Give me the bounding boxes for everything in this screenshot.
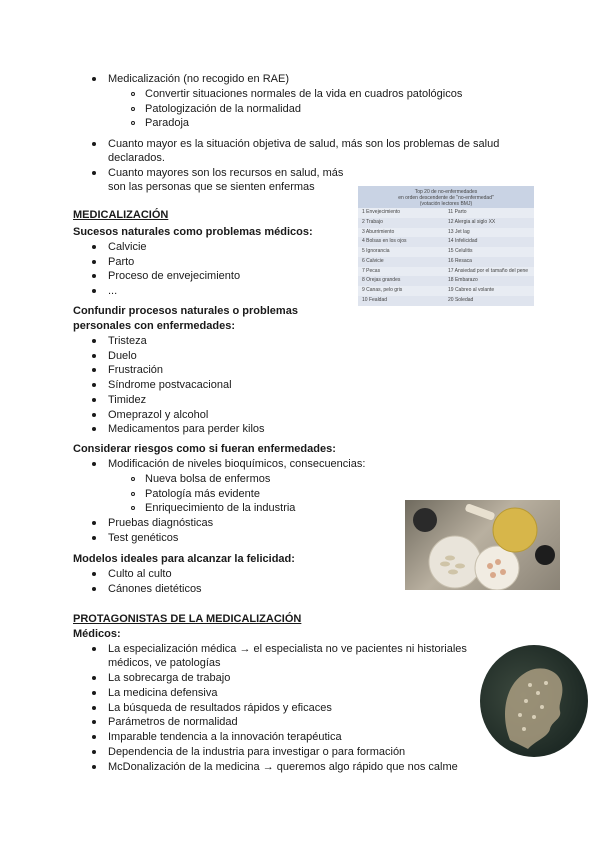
list-item: Imparable tendencia a la innovación terapéutica — [108, 731, 342, 744]
bullet — [92, 354, 96, 358]
table-cell: 1 Envejecimiento — [362, 209, 401, 215]
table-cell: 15 Celulitis — [448, 248, 473, 254]
table-cell: 14 Infelicidad — [448, 238, 478, 245]
bullet — [92, 77, 96, 81]
bullet — [92, 171, 96, 175]
table-row — [358, 237, 534, 247]
table-cell: 5 Ignorancia — [362, 248, 390, 254]
table-cell: 4 Bolsas en los ojos — [362, 238, 407, 245]
bullet — [92, 720, 96, 724]
pill-head-illustration — [480, 645, 588, 757]
list-item: Frustración — [108, 364, 164, 377]
table-title-l2: en orden descendente de "no-enfermedad" — [398, 195, 494, 201]
list-item: Timidez — [108, 393, 147, 406]
table-row — [358, 276, 534, 286]
table-cell: 3 Aburrimiento — [362, 228, 395, 235]
table-cell: 11 Parto — [448, 209, 467, 215]
riesgos-b3: Test genéticos — [108, 532, 179, 544]
table-cell: 17 Ansiedad por el tamaño del pene — [448, 267, 529, 274]
pills-photo — [405, 500, 560, 590]
bullet — [92, 398, 96, 402]
table-title-l1: Top 20 de no-enfermedades — [414, 189, 478, 195]
bullet — [92, 274, 96, 278]
table-cell: 7 Pecas — [362, 267, 381, 274]
intro-bullet3-l1: Cuanto mayores son los recursos en salud, más — [108, 167, 344, 179]
sub-bullet — [131, 477, 135, 481]
riesgos-b1: Modificación de niveles bioquímicos, consecuencias: — [108, 458, 366, 470]
list-item: Síndrome postvacacional — [108, 379, 232, 392]
bullet — [92, 676, 96, 680]
table-row — [358, 286, 534, 296]
sub-bullet — [131, 121, 135, 125]
pills-illustration — [405, 500, 560, 590]
table-row — [358, 208, 534, 218]
list-item: La búsqueda de resultados rápidos y eficaces — [108, 701, 332, 714]
intro-sub3: Paradoja — [145, 117, 190, 129]
modelos-title: Modelos ideales para alcanzar la felicidad: — [73, 553, 295, 565]
confundir-title-l1: Confundir procesos naturales o problemas — [73, 305, 298, 317]
table-title-l3: (votación lectores BMJ) — [419, 201, 473, 207]
bullet — [92, 289, 96, 293]
bullet — [92, 427, 96, 431]
sub-bullet — [131, 492, 135, 496]
list-item: Cánones dietéticos — [108, 583, 202, 595]
bullet — [92, 462, 96, 466]
table-cell: 16 Resaca — [448, 257, 472, 264]
bullet — [92, 260, 96, 264]
list-item: Medicamentos para perder kilos — [108, 423, 265, 436]
table-cell: 20 Soledad — [448, 296, 474, 303]
bullet — [92, 587, 96, 591]
sub-bullet — [131, 506, 135, 510]
intro-sub2: Patologización de la normalidad — [145, 103, 301, 115]
bullet — [92, 413, 96, 417]
medicos-item1-l2: médicos, ve patologías — [108, 657, 221, 669]
table-cell: 6 Calvicie — [362, 257, 384, 264]
intro-bullet2-l1: Cuanto mayor es la situación objetiva de salud, más son los problemas de salud — [108, 138, 500, 150]
list-item: La sobrecarga de trabajo — [108, 672, 231, 684]
table-row — [358, 228, 534, 238]
list-item: Duelo — [108, 349, 137, 362]
list-item: McDonalización de la medicina → queremos algo rápido que nos calme — [108, 760, 458, 773]
riesgos-b2: Pruebas diagnósticas — [108, 517, 214, 529]
section-heading-protagonistas: PROTAGONISTAS DE LA MEDICALIZACIÓN — [73, 613, 302, 625]
table-cell: 2 Trabajo — [362, 218, 383, 225]
table-cell: 8 Orejas grandes — [362, 277, 401, 284]
table-row — [358, 257, 534, 267]
table-row — [358, 218, 534, 228]
list-item: Culto al culto — [108, 568, 172, 580]
table-cell: 9 Canas, pelo gris — [362, 287, 403, 293]
table-cell: 10 Fealdad — [362, 296, 388, 303]
list-item: Tristeza — [108, 335, 147, 347]
medicos-title: Médicos: — [73, 628, 121, 640]
riesgos-sub: Patología más evidente — [145, 488, 260, 500]
list-item: Parámetros de normalidad — [108, 716, 238, 729]
bullet — [92, 750, 96, 754]
table-cell: 18 Embarazo — [448, 277, 478, 284]
list-item: ... — [108, 285, 118, 297]
sucesos-title: Sucesos naturales como problemas médicos: — [73, 226, 313, 238]
bullet — [92, 142, 96, 146]
bullet — [92, 735, 96, 739]
sub-bullet — [131, 92, 135, 96]
bullet — [92, 383, 96, 387]
list-item: Parto — [108, 256, 135, 268]
table-cell: 19 Cabreo al volante — [448, 287, 495, 293]
list-item: Calvicie — [108, 241, 147, 253]
list-item: La medicina defensiva — [108, 686, 218, 699]
list-item: Dependencia de la industria para investigar o para formación — [108, 746, 406, 758]
medicos-item1-l1: La especialización médica → el especialista no ve pacientes ni historiales — [108, 643, 467, 655]
bullet — [92, 339, 96, 343]
sub-bullet — [131, 107, 135, 111]
intro-bullet3-l2: son las personas que se sienten enfermas — [108, 181, 315, 193]
riesgos-sub: Nueva bolsa de enfermos — [145, 473, 271, 485]
head-silhouette — [480, 645, 588, 757]
bullet — [92, 691, 96, 695]
no-enfermedades-table-image — [358, 186, 534, 306]
table-row — [358, 247, 534, 257]
list-item: Proceso de envejecimiento — [108, 270, 241, 282]
bullet — [92, 245, 96, 249]
bullet — [92, 572, 96, 576]
riesgos-sub: Enriquecimiento de la industria — [145, 502, 296, 514]
bullet — [92, 706, 96, 710]
bullet — [92, 368, 96, 372]
section-heading-medicalizacion: MEDICALIZACIÓN — [73, 209, 169, 221]
intro-sub1: Convertir situaciones normales de la vida en cuadros patológicos — [145, 88, 463, 100]
intro-medicalizacion: Medicalización (no recogido en RAE) — [108, 73, 289, 85]
table-row — [358, 267, 534, 277]
riesgos-title: Considerar riesgos como si fueran enfermedades: — [73, 443, 336, 455]
table-cell: 13 Jet lag — [448, 228, 470, 235]
bullet — [92, 536, 96, 540]
bullet — [92, 647, 96, 651]
table-cell: 12 Alergia al siglo XX — [448, 218, 496, 225]
table-header — [358, 186, 534, 208]
bullet — [92, 521, 96, 525]
list-item: Omeprazol y alcohol — [108, 408, 209, 421]
table-row — [358, 296, 534, 306]
bullet — [92, 765, 96, 769]
intro-bullet2-l2: declarados. — [108, 152, 165, 164]
confundir-title-l2: personales con enfermedades: — [73, 320, 236, 332]
